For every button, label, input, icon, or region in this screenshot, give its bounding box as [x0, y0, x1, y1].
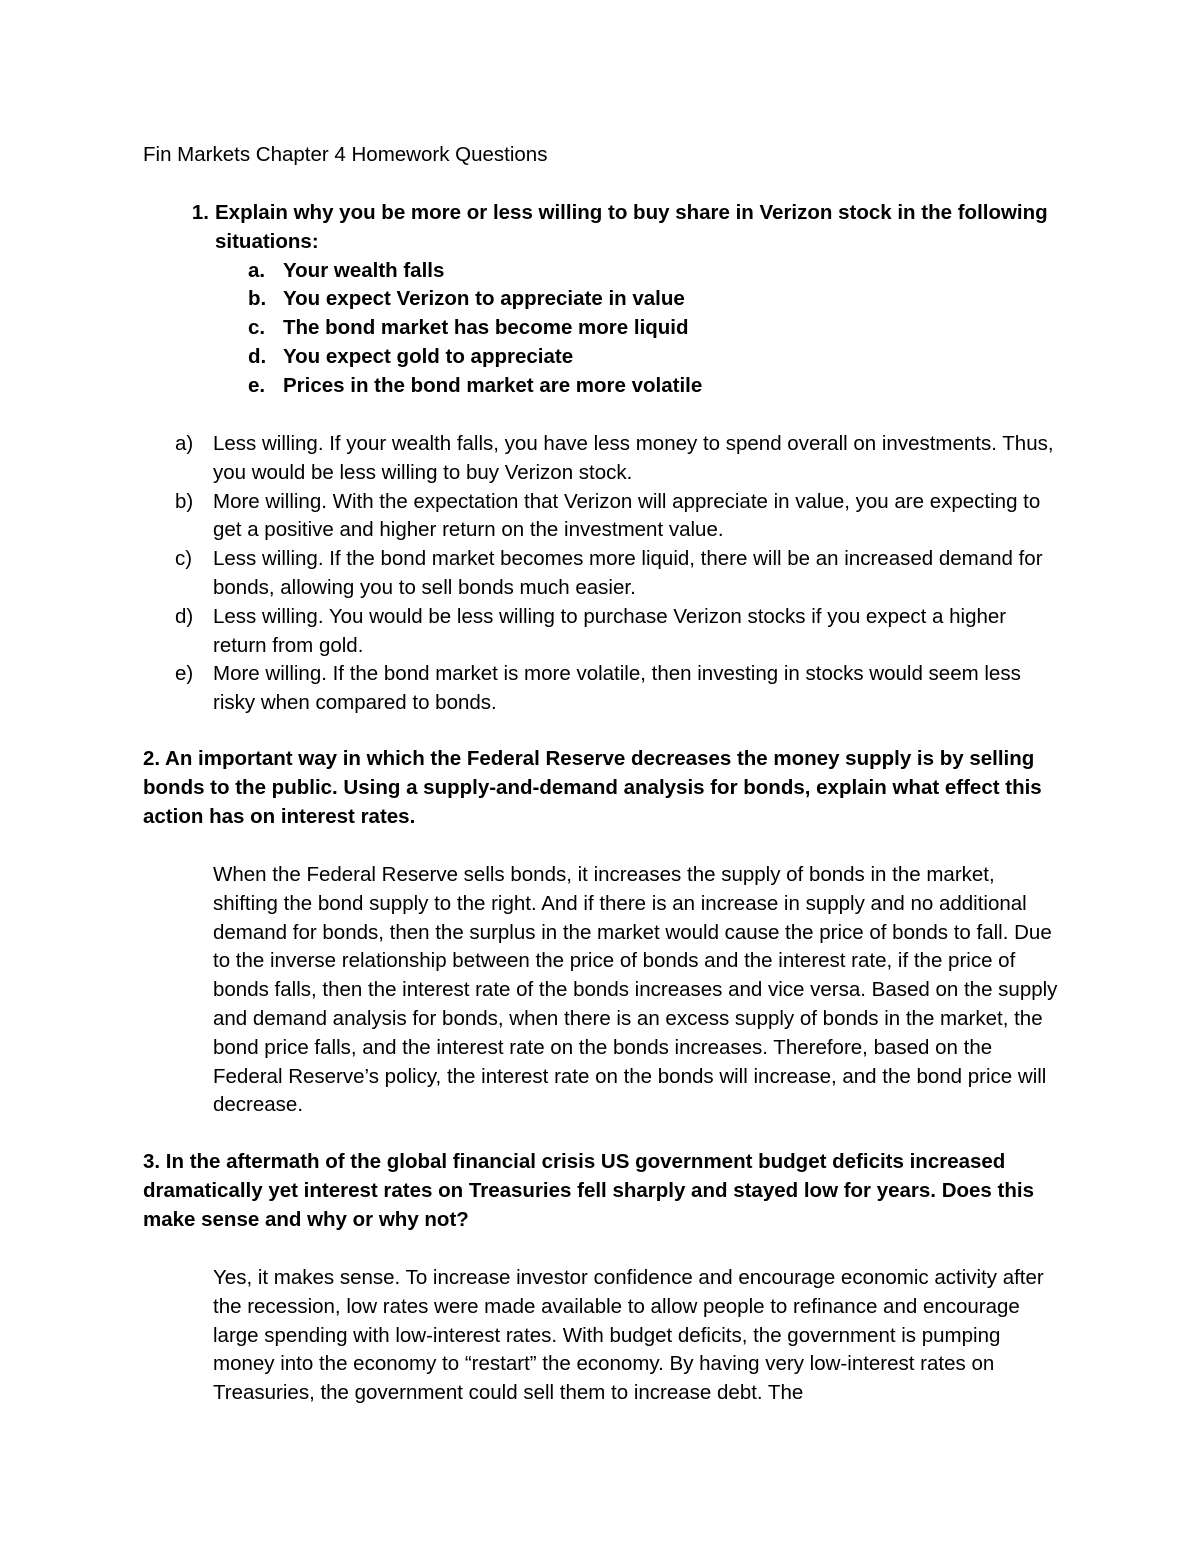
situation-letter: a.	[248, 258, 266, 282]
situation-letter: d.	[248, 344, 267, 368]
answer-text: Less willing. If the bond market becomes more liquid, there will be an increased demand for bonds, allowing you to sell bonds much easier.	[213, 547, 1043, 599]
question-1	[143, 199, 1073, 401]
document-title: Fin Markets Chapter 4 Homework Questions	[143, 143, 548, 166]
answer-letter: d)	[175, 604, 194, 628]
question-3-text: 3. In the aftermath of the global financial crisis US government budget deficits increased dramatically yet interest rates on Treasuries fell sharply and stayed low for years. Does this make sense and why or why not?	[143, 1150, 1034, 1231]
situation-text: You expect gold to appreciate	[283, 344, 574, 368]
list-item	[143, 314, 1073, 343]
list-item	[143, 285, 1073, 314]
question-2-answer: When the Federal Reserve sells bonds, it increases the supply of bonds in the market, shifting the bond supply to the right. And if there is an increase in supply and no additional demand for bonds, then the surplus in the market would cause the price of bonds to fall. Due to the inverse relationship between the price of bonds and the interest rate, if the price of bonds falls, then the interest rate of the bonds increases and vice versa. Based on the supply and demand analysis for bonds, when there is an excess supply of bonds in the market, the bond price falls, and the interest rate on the bonds increases. Therefore, based on the Federal Reserve’s policy, the interest rate on the bonds will increase, and the bond price will decrease.	[213, 863, 1058, 1117]
situation-list	[143, 257, 1073, 401]
list-item	[143, 488, 1073, 546]
question-2-text: 2. An important way in which the Federal Reserve decreases the money supply is by selling bonds to the public. Using a supply-and-demand analysis for bonds, explain what effect this action has on interest rates.	[143, 747, 1042, 828]
list-item	[143, 343, 1073, 372]
answer-letter: c)	[175, 547, 193, 571]
list-item	[143, 257, 1073, 286]
question-1-number: 1.	[191, 201, 209, 224]
answer-text: Less willing. You would be less willing to purchase Verizon stocks if you expect a higher return from gold.	[213, 604, 1007, 657]
answer-letter: e)	[175, 662, 194, 686]
list-item	[143, 603, 1073, 661]
situation-letter: e.	[248, 373, 266, 397]
question-3-answer: Yes, it makes sense. To increase investor confidence and encourage economic activity after the recession, low rates were made available to allow people to refinance and encourage large spending with low-interest rates. With budget deficits, the government is pumping money into the economy to “restart” the economy. By having very low-interest rates on Treasuries, the government could sell them to increase debt. The	[213, 1266, 1044, 1405]
question-1-answers	[143, 430, 1073, 718]
question-1-text: Explain why you be more or less willing to buy share in Verizon stock in the following situations:	[215, 201, 1048, 253]
situation-text: You expect Verizon to appreciate in value	[283, 287, 685, 311]
list-item	[143, 430, 1073, 488]
situation-letter: c.	[248, 316, 266, 340]
answer-text: More willing. With the expectation that Verizon will appreciate in value, you are expecting to get a positive and higher return on the investment value.	[213, 489, 1041, 542]
list-item	[143, 545, 1073, 603]
situation-letter: b.	[248, 287, 267, 311]
situation-text: The bond market has become more liquid	[283, 316, 689, 340]
answer-letter: a)	[175, 432, 194, 455]
list-item	[143, 372, 1073, 401]
situation-text: Your wealth falls	[283, 258, 445, 282]
answer-letter: b)	[175, 489, 194, 513]
answer-text: More willing. If the bond market is more volatile, then investing in stocks would seem less risky when compared to bonds.	[213, 662, 1021, 715]
question-1-prompt	[143, 199, 1073, 257]
situation-text: Prices in the bond market are more volatile	[283, 373, 703, 397]
answer-text: Less willing. If your wealth falls, you have less money to spend overall on investments. Thus, you would be less willing to buy Verizon stock.	[213, 432, 1054, 484]
list-item	[143, 660, 1073, 718]
